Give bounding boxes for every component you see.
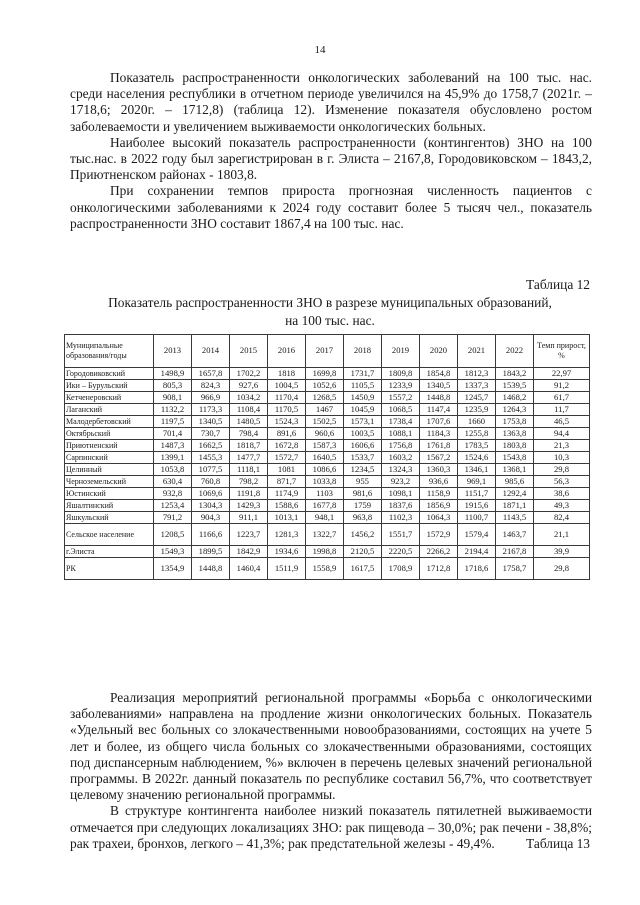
table-cell: 21,1 <box>534 524 590 546</box>
table-row <box>65 368 590 380</box>
row-label: Сельское население <box>65 524 154 546</box>
table-cell: 1170,4 <box>268 392 306 404</box>
table-cell: 1034,2 <box>230 392 268 404</box>
table-cell: 21,3 <box>534 440 590 452</box>
table-cell: 1759 <box>344 500 382 512</box>
table-cell: 1812,3 <box>458 368 496 380</box>
table-cell: 1184,3 <box>420 428 458 440</box>
table-cell: 1147,4 <box>420 404 458 416</box>
table-header-row <box>65 335 590 368</box>
table-cell: 1143,5 <box>496 512 534 524</box>
table-cell: 871,7 <box>268 476 306 488</box>
table-cell: 1118,1 <box>230 464 268 476</box>
table-cell: 1088,1 <box>382 428 420 440</box>
table-cell: 1551,7 <box>382 524 420 546</box>
table-cell: 981,6 <box>344 488 382 500</box>
table-cell: 1448,8 <box>420 392 458 404</box>
table-cell: 1324,3 <box>382 464 420 476</box>
table-cell: 1657,8 <box>192 368 230 380</box>
table-cell: 1511,9 <box>268 558 306 580</box>
column-header-growth: Темп прирост, % <box>534 335 590 368</box>
table-cell: 1587,3 <box>306 440 344 452</box>
table-row <box>65 488 590 500</box>
table-row <box>65 546 590 558</box>
table-cell: 966,9 <box>192 392 230 404</box>
table-cell: 1524,3 <box>268 416 306 428</box>
table-cell: 1448,8 <box>192 558 230 580</box>
table-cell: 1524,6 <box>458 452 496 464</box>
column-header-year: 2018 <box>344 335 382 368</box>
table-cell: 1460,4 <box>230 558 268 580</box>
table-cell: 10,3 <box>534 452 590 464</box>
table-cell: 1463,7 <box>496 524 534 546</box>
table-cell: 1170,5 <box>268 404 306 416</box>
table-cell: 1809,8 <box>382 368 420 380</box>
table-cell: 1998,8 <box>306 546 344 558</box>
table-cell: 1738,4 <box>382 416 420 428</box>
table-cell: 1672,8 <box>268 440 306 452</box>
row-label: Целинный <box>65 464 154 476</box>
program-text <box>70 690 592 852</box>
table-cell: 1068,5 <box>382 404 420 416</box>
table-cell: 630,4 <box>154 476 192 488</box>
table-row <box>65 558 590 580</box>
table-cell: 1363,8 <box>496 428 534 440</box>
table-cell: 1843,2 <box>496 368 534 380</box>
table-cell: 936,6 <box>420 476 458 488</box>
table-cell: 1360,3 <box>420 464 458 476</box>
table-row <box>65 380 590 392</box>
table-cell: 1108,4 <box>230 404 268 416</box>
row-label: Лаганский <box>65 404 154 416</box>
table-cell: 1340,5 <box>420 380 458 392</box>
paragraph: При сохранении темпов прироста прогнозная численность пациентов с онкологическими заболеваниями к 2024 году составит более 5 тысяч чел., показатель распространенности ЗНО составит 1867,4 на 100 тыс. нас. <box>70 183 592 231</box>
table-cell: 960,6 <box>306 428 344 440</box>
table-cell: 1003,5 <box>344 428 382 440</box>
table-row <box>65 440 590 452</box>
table-cell: 1399,1 <box>154 452 192 464</box>
table-cell: 1662,5 <box>192 440 230 452</box>
table-cell: 1100,7 <box>458 512 496 524</box>
table-cell: 1854,8 <box>420 368 458 380</box>
table-cell: 908,1 <box>154 392 192 404</box>
row-label: Кетченеровский <box>65 392 154 404</box>
row-label: Октябрьский <box>65 428 154 440</box>
table-row <box>65 452 590 464</box>
table-cell: 1223,7 <box>230 524 268 546</box>
table-cell: 1818 <box>268 368 306 380</box>
table-cell: 1842,9 <box>230 546 268 558</box>
table-cell: 1468,2 <box>496 392 534 404</box>
table-cell: 1053,8 <box>154 464 192 476</box>
table-cell: 1268,5 <box>306 392 344 404</box>
table-cell: 1281,3 <box>268 524 306 546</box>
table-cell: 1871,1 <box>496 500 534 512</box>
table-cell: 1234,5 <box>344 464 382 476</box>
table-cell: 94,4 <box>534 428 590 440</box>
table-cell: 1557,2 <box>382 392 420 404</box>
table-cell: 1292,4 <box>496 488 534 500</box>
table-cell: 760,8 <box>192 476 230 488</box>
table-cell: 1151,7 <box>458 488 496 500</box>
row-label: Городовиковский <box>65 368 154 380</box>
column-header-year: 2016 <box>268 335 306 368</box>
table-cell: 1567,2 <box>420 452 458 464</box>
table-cell: 798,4 <box>230 428 268 440</box>
table-row <box>65 524 590 546</box>
table-row <box>65 416 590 428</box>
page-number: 14 <box>314 44 326 56</box>
table-cell: 1915,6 <box>458 500 496 512</box>
column-header-year: 2022 <box>496 335 534 368</box>
row-label: Яшалтинский <box>65 500 154 512</box>
table-cell: 38,6 <box>534 488 590 500</box>
table-cell: 56,3 <box>534 476 590 488</box>
row-label: РК <box>65 558 154 580</box>
table-cell: 22,97 <box>534 368 590 380</box>
table-cell: 1233,9 <box>382 380 420 392</box>
row-label: Ики – Бурульский <box>65 380 154 392</box>
table-cell: 1456,2 <box>344 524 382 546</box>
column-header-year: 2013 <box>154 335 192 368</box>
column-header-year: 2021 <box>458 335 496 368</box>
table-cell: 1132,2 <box>154 404 192 416</box>
row-label: Юстинский <box>65 488 154 500</box>
table-cell: 1102,3 <box>382 512 420 524</box>
paragraph: Реализация мероприятий региональной программы «Борьба с онкологическими заболеваниями» направлена на продление жизни онкологических больных. Показатель «Удельный вес больных со злокачественными новообразованиями, состоящих на учете 5 лет и более, из общего числа больных со злокачественными образованиями, состоящих под диспансерным наблюдением, %» включен в перечень целевых значений региональной программы. В 2022г. данный показатель по республике составил 56,7%, что соответствует целевому значению региональной программы. <box>70 690 592 803</box>
table-12-title <box>60 294 600 330</box>
table-cell: 1069,6 <box>192 488 230 500</box>
table-cell: 1606,6 <box>344 440 382 452</box>
table-cell: 61,7 <box>534 392 590 404</box>
table-cell: 1761,8 <box>420 440 458 452</box>
table-cell: 1640,5 <box>306 452 344 464</box>
table-row <box>65 500 590 512</box>
table-cell: 1558,9 <box>306 558 344 580</box>
table-cell: 969,1 <box>458 476 496 488</box>
table-cell: 824,3 <box>192 380 230 392</box>
table-cell: 1245,7 <box>458 392 496 404</box>
table-cell: 985,6 <box>496 476 534 488</box>
table-cell: 1354,9 <box>154 558 192 580</box>
intro-text <box>70 70 592 232</box>
paragraph: В структуре контингента наиболее низкий показатель пятилетней выживаемости отмечается при следующих локализациях ЗНО: рак пищевода – 30,0%; рак печени - 38,8%; рак трахеи, бронхов, легкого – 41,3%; рак предстательной железы - 49,4%. <box>70 803 592 851</box>
table-cell: 1322,7 <box>306 524 344 546</box>
row-label: Малодербетовский <box>65 416 154 428</box>
table-cell: 904,3 <box>192 512 230 524</box>
table-cell: 1368,1 <box>496 464 534 476</box>
table-cell: 1173,3 <box>192 404 230 416</box>
table-cell: 1702,2 <box>230 368 268 380</box>
table-cell: 1549,3 <box>154 546 192 558</box>
table-cell: 1013,1 <box>268 512 306 524</box>
table-cell: 1579,4 <box>458 524 496 546</box>
table-cell: 1588,6 <box>268 500 306 512</box>
table-cell: 791,2 <box>154 512 192 524</box>
table-cell: 1064,3 <box>420 512 458 524</box>
table-cell: 701,4 <box>154 428 192 440</box>
table-cell: 1429,3 <box>230 500 268 512</box>
table-cell: 29,8 <box>534 464 590 476</box>
table-cell: 2120,5 <box>344 546 382 558</box>
table-cell: 1255,8 <box>458 428 496 440</box>
table-cell: 2266,2 <box>420 546 458 558</box>
row-label: г.Элиста <box>65 546 154 558</box>
table-cell: 1208,5 <box>154 524 192 546</box>
table-cell: 805,3 <box>154 380 192 392</box>
table-cell: 1086,6 <box>306 464 344 476</box>
table-cell: 46,5 <box>534 416 590 428</box>
table-cell: 1158,9 <box>420 488 458 500</box>
table-cell: 29,8 <box>534 558 590 580</box>
table-cell: 1660 <box>458 416 496 428</box>
table-cell: 2167,8 <box>496 546 534 558</box>
table-cell: 1677,8 <box>306 500 344 512</box>
table-cell: 82,4 <box>534 512 590 524</box>
table-row <box>65 428 590 440</box>
table-cell: 891,6 <box>268 428 306 440</box>
table-cell: 1539,5 <box>496 380 534 392</box>
table-cell: 1004,5 <box>268 380 306 392</box>
prevalence-table <box>64 334 590 580</box>
table-cell: 1573,1 <box>344 416 382 428</box>
column-header-year: 2015 <box>230 335 268 368</box>
row-label: Приютненский <box>65 440 154 452</box>
table-cell: 948,1 <box>306 512 344 524</box>
table-cell: 1718,6 <box>458 558 496 580</box>
table-cell: 1756,8 <box>382 440 420 452</box>
column-header-year: 2017 <box>306 335 344 368</box>
table-cell: 1235,9 <box>458 404 496 416</box>
table-cell: 1803,8 <box>496 440 534 452</box>
table-cell: 1856,9 <box>420 500 458 512</box>
table-cell: 1899,5 <box>192 546 230 558</box>
table-cell: 1837,6 <box>382 500 420 512</box>
table-cell: 1105,5 <box>344 380 382 392</box>
table-cell: 1467 <box>306 404 344 416</box>
table-cell: 1081 <box>268 464 306 476</box>
table-row <box>65 464 590 476</box>
table-cell: 1712,8 <box>420 558 458 580</box>
column-header-year: 2020 <box>420 335 458 368</box>
table-cell: 1707,6 <box>420 416 458 428</box>
column-header-municipality: Муниципальные образования/годы <box>65 335 154 368</box>
row-label: Сарпинский <box>65 452 154 464</box>
table-cell: 1617,5 <box>344 558 382 580</box>
table-cell: 1337,3 <box>458 380 496 392</box>
table-cell: 1103 <box>306 488 344 500</box>
table-title-line: на 100 тыс. нас. <box>285 313 375 328</box>
table-cell: 927,6 <box>230 380 268 392</box>
table-row <box>65 512 590 524</box>
table-cell: 1340,5 <box>192 416 230 428</box>
paragraph: Показатель распространенности онкологических заболеваний на 100 тыс. нас. среди населения республики в отчетном периоде увеличился на 45,9% до 1758,7 (2021г. – 1718,6; 2020г. – 1712,8) (таблица 12). Изменение показателя обусловлено ростом заболеваемости и увеличением выживаемости онкологических больных. <box>70 70 592 134</box>
table-row <box>65 392 590 404</box>
table-cell: 1052,6 <box>306 380 344 392</box>
table-cell: 1708,9 <box>382 558 420 580</box>
table-cell: 1543,8 <box>496 452 534 464</box>
table-cell: 1045,9 <box>344 404 382 416</box>
table-cell: 1934,6 <box>268 546 306 558</box>
table-cell: 1033,8 <box>306 476 344 488</box>
table-cell: 1191,8 <box>230 488 268 500</box>
table-cell: 1480,5 <box>230 416 268 428</box>
table-title-line: Показатель распространенности ЗНО в разрезе муниципальных образований, <box>108 295 552 310</box>
column-header-year: 2014 <box>192 335 230 368</box>
table-cell: 1818,7 <box>230 440 268 452</box>
table-cell: 1487,3 <box>154 440 192 452</box>
table-cell: 1498,9 <box>154 368 192 380</box>
table-cell: 798,2 <box>230 476 268 488</box>
table-cell: 1455,3 <box>192 452 230 464</box>
table-cell: 923,2 <box>382 476 420 488</box>
table-cell: 1197,5 <box>154 416 192 428</box>
table-cell: 1603,2 <box>382 452 420 464</box>
table-cell: 91,2 <box>534 380 590 392</box>
table-12-caption: Таблица 12 <box>526 277 590 292</box>
table-cell: 1477,7 <box>230 452 268 464</box>
row-label: Яшкульский <box>65 512 154 524</box>
table-cell: 1264,3 <box>496 404 534 416</box>
table-cell: 963,8 <box>344 512 382 524</box>
table-row <box>65 404 590 416</box>
table-cell: 1533,7 <box>344 452 382 464</box>
table-cell: 955 <box>344 476 382 488</box>
table-cell: 2194,4 <box>458 546 496 558</box>
table-cell: 1783,5 <box>458 440 496 452</box>
table-cell: 2220,5 <box>382 546 420 558</box>
table-cell: 1572,7 <box>268 452 306 464</box>
table-cell: 911,1 <box>230 512 268 524</box>
table-cell: 1174,9 <box>268 488 306 500</box>
table-cell: 1304,3 <box>192 500 230 512</box>
table-cell: 1502,5 <box>306 416 344 428</box>
table-cell: 1572,9 <box>420 524 458 546</box>
table-cell: 932,8 <box>154 488 192 500</box>
table-cell: 39,9 <box>534 546 590 558</box>
table-cell: 1253,4 <box>154 500 192 512</box>
table-cell: 1731,7 <box>344 368 382 380</box>
table-cell: 1346,1 <box>458 464 496 476</box>
table-row <box>65 476 590 488</box>
table-cell: 1753,8 <box>496 416 534 428</box>
table-cell: 1699,8 <box>306 368 344 380</box>
table-cell: 1450,9 <box>344 392 382 404</box>
column-header-year: 2019 <box>382 335 420 368</box>
table-cell: 49,3 <box>534 500 590 512</box>
row-label: Черноземельский <box>65 476 154 488</box>
table-cell: 1758,7 <box>496 558 534 580</box>
table-cell: 1166,6 <box>192 524 230 546</box>
table-cell: 730,7 <box>192 428 230 440</box>
paragraph: Наиболее высокий показатель распространенности (контингентов) ЗНО на 100 тыс.нас. в 2022 году был зарегистрирован в г. Элиста – 2167,8, Городовиковском – 1843,2, Приютненском районах - 1803,8. <box>70 134 592 183</box>
table-cell: 1098,1 <box>382 488 420 500</box>
table-13-caption: Таблица 13 <box>526 836 590 851</box>
table-cell: 11,7 <box>534 404 590 416</box>
table-cell: 1077,5 <box>192 464 230 476</box>
